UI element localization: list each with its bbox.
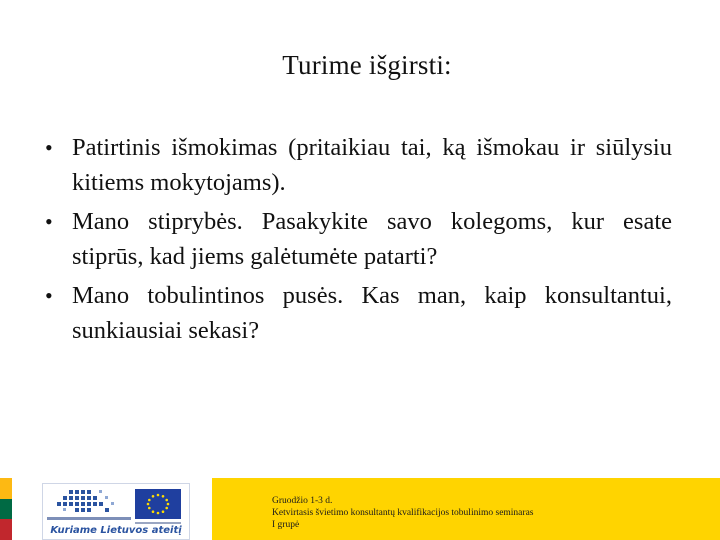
bullet-item (42, 278, 672, 348)
flag-red-band (0, 519, 12, 540)
bullet-item (42, 204, 672, 274)
event-date: Gruodžio 1-3 d. (272, 496, 333, 506)
bullet-item (42, 130, 672, 200)
slide-title: Turime išgirsti: (282, 50, 452, 80)
slogan-text: Kuriame Lietuvos ateitį (50, 525, 182, 536)
sponsor-logo-box (42, 483, 190, 540)
bullet-text: Patirtinis išmokimas (pritaikiau tai, ką išmokau ir siūlysiu kitiems mokytojams). (72, 134, 672, 196)
ministry-name-text-graphic (47, 516, 131, 522)
event-info-panel (212, 478, 720, 540)
event-name: Ketvirtasis švietimo konsultantų kvalifikacijos tobulinimo seminaras (272, 508, 534, 518)
bullet-list (42, 130, 672, 352)
bullet-text: Mano stiprybės. Pasakykite savo kolegoms, kur esate stiprūs, kad jiems galėtumėte patarti? (72, 208, 672, 270)
bullet-marker: • (45, 283, 53, 308)
ministry-emblem-icon (51, 488, 121, 516)
eu-flag-icon (135, 489, 181, 519)
lithuanian-flag-strip (0, 478, 12, 540)
bullet-text: Mano tobulintinos pusės. Kas man, kaip konsultantui, sunkiausiai sekasi? (72, 282, 672, 344)
flag-yellow-band (0, 478, 12, 499)
event-group: I grupė (272, 520, 300, 530)
slide-footer (0, 478, 720, 540)
bullet-marker: • (45, 135, 53, 160)
bullet-marker: • (45, 209, 53, 234)
flag-green-band (0, 499, 12, 520)
event-info-text (272, 495, 533, 531)
